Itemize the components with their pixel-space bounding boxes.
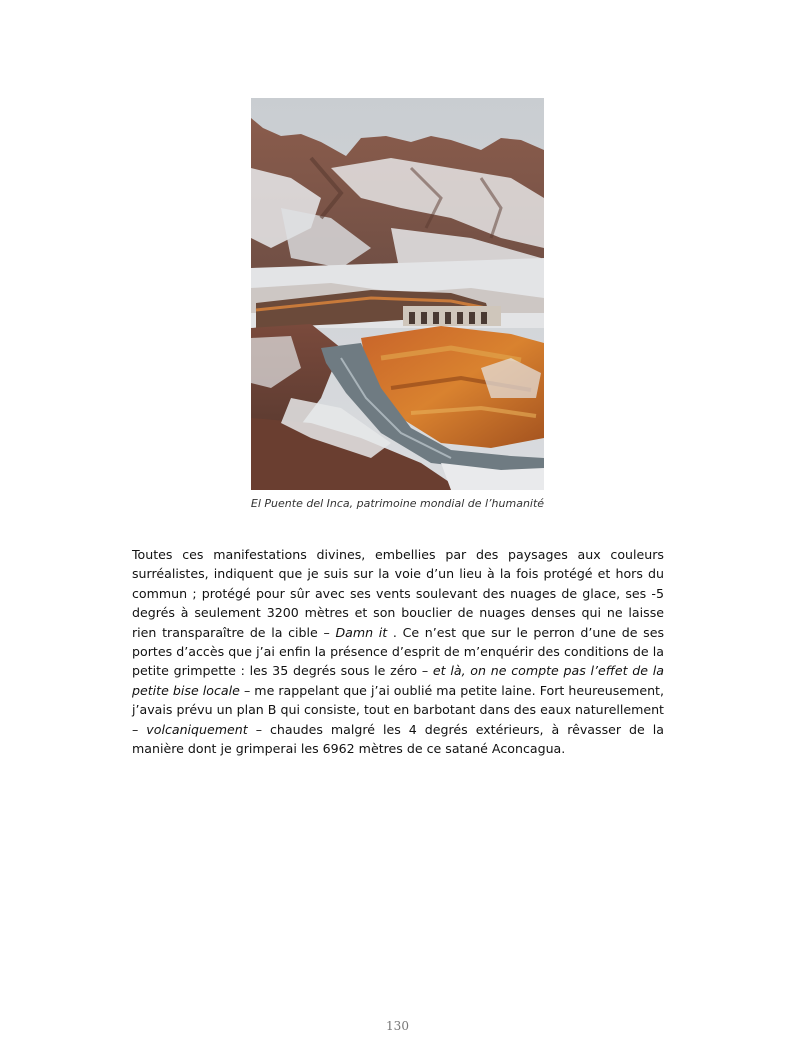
- page-number: 130: [386, 1019, 409, 1033]
- paragraph-text: Toutes ces manifestations divines, embellies par des paysages aux couleurs surréalistes, indiquent que je suis sur la voie d’un lieu à la fois protégé et hors du commun ; protégé pour sûr avec ses vents soulevant des nuages de glace, ses -5 degrés à seulement 3200 mètres et son bouclier de nuages denses qui ne laisse rien transparaître de la cible –: [132, 547, 664, 640]
- paragraph-text: – me rappelant que j’ai oublié ma petite laine. Fort heureusement, j’avais prévu un plan B qui consiste, tout en barbotant dans des eaux naturellement –: [132, 682, 664, 737]
- puente-del-inca-photo: [251, 98, 544, 490]
- photo-caption: El Puente del Inca, patrimoine mondial de l’humanité: [250, 497, 545, 510]
- paragraph-text: . Ce n’est que sur le perron d’une de ses portes d’accès que j’ai enfin la présence d’esprit de m’enquérir des conditions de la petite grimpette : les 35 degrés sous le zéro –: [132, 624, 665, 679]
- paragraph-text: – chaudes malgré les 4 degrés extérieurs, à rêvasser de la manière dont je grimperai les 6962 mètres de ce satané Aconcagua.: [132, 721, 664, 757]
- paragraph-emphasis: Damn it: [335, 624, 388, 640]
- paragraph-emphasis: volcaniquement: [146, 721, 248, 737]
- body-paragraph: [132, 545, 664, 758]
- paragraph-emphasis: et là, on ne compte pas l’effet de la petite bise locale: [132, 663, 664, 698]
